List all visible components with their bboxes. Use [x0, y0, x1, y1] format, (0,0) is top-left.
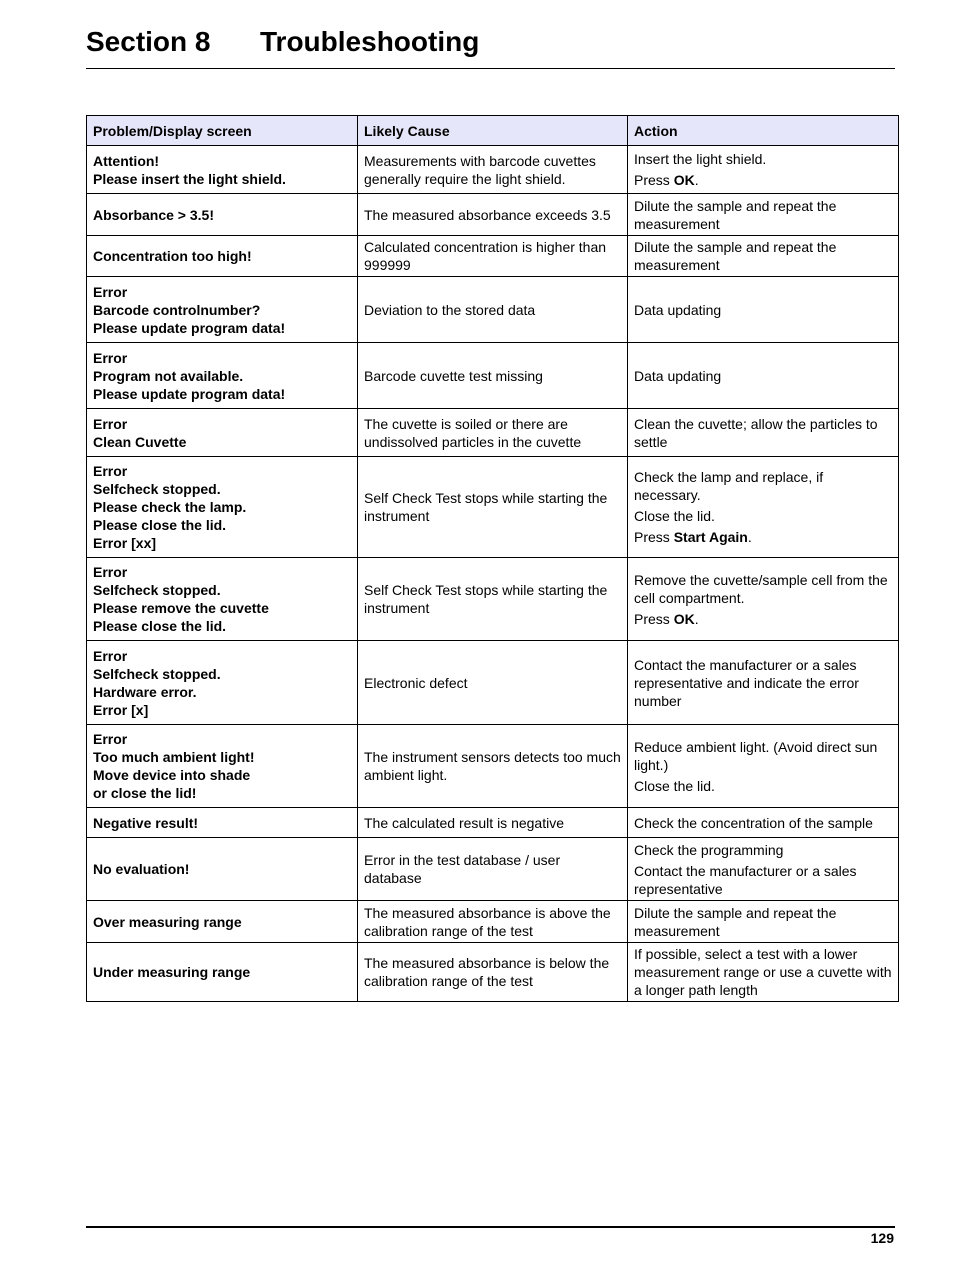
action-cell — [628, 943, 899, 1002]
problem-line: Negative result! — [93, 814, 199, 831]
action-text: Reduce ambient light. (Avoid direct sun light.) — [634, 738, 878, 773]
action-paragraph — [634, 238, 892, 274]
table-body — [87, 146, 899, 1002]
problem-line: Error — [93, 731, 128, 747]
page-number: 129 — [870, 1230, 894, 1246]
problem-line: Error — [93, 283, 128, 300]
action-paragraph — [634, 656, 892, 710]
problem-line: or close the lid! — [93, 785, 197, 801]
action-paragraph — [634, 197, 892, 233]
action-text-suffix: . — [694, 172, 699, 188]
action-text: Check the concentration of the sample — [634, 814, 873, 831]
action-paragraph — [634, 367, 892, 385]
action-cell — [628, 725, 899, 808]
column-header-action: Action — [628, 116, 899, 146]
problem-cell — [87, 641, 358, 725]
cause-cell: Calculated concentration is higher than 999999 — [358, 236, 628, 277]
problem-cell — [87, 457, 358, 558]
problem-line: Attention! — [93, 152, 160, 169]
table-row — [87, 943, 899, 1002]
cause-cell: The cuvette is soiled or there are undissolved particles in the cuvette — [358, 409, 628, 457]
action-text: Press — [634, 172, 674, 188]
problem-line: Selfcheck stopped. — [93, 665, 221, 682]
problem-cell — [87, 146, 358, 194]
action-cell — [628, 457, 899, 558]
problem-line: Error — [93, 349, 128, 366]
action-paragraph — [634, 814, 892, 832]
action-text: Dilute the sample and repeat the measurement — [634, 904, 837, 939]
problem-line: Error — [93, 564, 128, 580]
table-row — [87, 725, 899, 808]
action-keyword: Start Again — [673, 529, 748, 545]
action-text: Remove the cuvette/sample cell from the cell compartment. — [634, 571, 888, 606]
table-row — [87, 838, 899, 901]
problem-line: Selfcheck stopped. — [93, 582, 221, 598]
action-text: Dilute the sample and repeat the measurement — [634, 197, 837, 232]
problem-line: Absorbance > 3.5! — [93, 206, 214, 223]
problem-line: Error — [93, 463, 128, 479]
action-paragraph — [634, 468, 892, 504]
action-text: If possible, select a test with a lower measurement range or use a cuvette with a longer path length — [634, 946, 892, 998]
problem-line: Error — [93, 647, 128, 664]
cause-cell: The calculated result is negative — [358, 808, 628, 838]
action-paragraph — [634, 507, 892, 525]
problem-line: Over measuring range — [93, 913, 242, 930]
section-number: Section 8 — [86, 26, 211, 57]
table-row — [87, 194, 899, 236]
action-paragraph — [634, 171, 892, 189]
action-text: Press — [634, 529, 674, 545]
cause-cell: Self Check Test stops while starting the instrument — [358, 457, 628, 558]
action-paragraph — [634, 904, 892, 940]
action-text: Contact the manufacturer or a sales representative — [634, 862, 857, 897]
action-text: Data updating — [634, 367, 722, 384]
cause-cell: The measured absorbance is below the calibration range of the test — [358, 943, 628, 1002]
action-cell — [628, 194, 899, 236]
action-cell — [628, 409, 899, 457]
action-text: Close the lid. — [634, 508, 715, 524]
table-row — [87, 409, 899, 457]
table-row — [87, 277, 899, 343]
problem-line: Program not available. — [93, 367, 244, 384]
action-text: Check the programming — [634, 841, 784, 858]
action-text: Contact the manufacturer or a sales representative and indicate the error number — [634, 656, 859, 709]
action-cell — [628, 236, 899, 277]
action-cell — [628, 808, 899, 838]
action-cell — [628, 558, 899, 641]
action-text-suffix: . — [694, 610, 699, 627]
action-cell — [628, 146, 899, 194]
action-paragraph — [634, 301, 892, 319]
header-divider — [86, 68, 895, 69]
problem-line: Error [xx] — [93, 535, 157, 551]
footer-divider — [86, 1226, 895, 1228]
action-text: Check the lamp and replace, if necessary. — [634, 469, 824, 503]
table-row — [87, 808, 899, 838]
action-cell — [628, 901, 899, 943]
action-text: Insert the light shield. — [634, 151, 767, 167]
problem-cell — [87, 236, 358, 277]
cause-cell: Measurements with barcode cuvettes generally require the light shield. — [358, 146, 628, 194]
table-row — [87, 558, 899, 641]
problem-line: Move device into shade — [93, 767, 251, 783]
problem-line: Please update program data! — [93, 319, 286, 336]
action-paragraph — [634, 841, 892, 859]
action-paragraph — [634, 415, 892, 451]
action-paragraph — [634, 862, 892, 898]
troubleshooting-table — [86, 115, 899, 1002]
action-text-suffix: . — [747, 529, 752, 545]
problem-line: Please remove the cuvette — [93, 600, 269, 616]
table-row — [87, 901, 899, 943]
action-keyword: OK — [673, 172, 695, 188]
action-text: Press — [634, 610, 674, 627]
problem-line: Error — [93, 415, 128, 432]
cause-cell: The measured absorbance is above the calibration range of the test — [358, 901, 628, 943]
problem-line: Barcode controlnumber? — [93, 301, 261, 318]
cause-cell: Deviation to the stored data — [358, 277, 628, 343]
action-text: Clean the cuvette; allow the particles to settle — [634, 415, 878, 450]
action-text: Dilute the sample and repeat the measurement — [634, 239, 837, 273]
problem-cell — [87, 558, 358, 641]
problem-line: Please close the lid. — [93, 618, 227, 634]
problem-line: Please check the lamp. — [93, 499, 247, 515]
problem-line: Concentration too high! — [93, 248, 252, 264]
action-cell — [628, 343, 899, 409]
problem-cell — [87, 943, 358, 1002]
cause-cell: The instrument sensors detects too much ambient light. — [358, 725, 628, 808]
problem-cell — [87, 277, 358, 343]
problem-line: Too much ambient light! — [93, 749, 255, 765]
action-paragraph — [634, 738, 892, 774]
action-paragraph — [634, 150, 892, 168]
problem-cell — [87, 901, 358, 943]
problem-line: Please insert the light shield. — [93, 170, 286, 187]
problem-line: Please close the lid. — [93, 517, 227, 533]
action-text: Close the lid. — [634, 777, 715, 794]
problem-line: Clean Cuvette — [93, 433, 187, 450]
table-row — [87, 641, 899, 725]
problem-line: Hardware error. — [93, 683, 197, 700]
cause-cell: Barcode cuvette test missing — [358, 343, 628, 409]
problem-cell — [87, 194, 358, 236]
column-header-cause: Likely Cause — [358, 116, 628, 146]
cause-cell: The measured absorbance exceeds 3.5 — [358, 194, 628, 236]
problem-line: Error [x] — [93, 701, 149, 718]
column-header-problem: Problem/Display screen — [87, 116, 358, 146]
action-cell — [628, 277, 899, 343]
action-keyword: OK — [673, 610, 695, 627]
problem-line: No evaluation! — [93, 861, 190, 877]
problem-cell — [87, 838, 358, 901]
table-row — [87, 236, 899, 277]
table-row — [87, 146, 899, 194]
action-paragraph — [634, 945, 892, 999]
action-paragraph — [634, 528, 892, 546]
section-title: Troubleshooting — [260, 26, 480, 57]
problem-cell — [87, 725, 358, 808]
section-header — [86, 22, 894, 62]
cause-cell: Electronic defect — [358, 641, 628, 725]
table-row — [87, 457, 899, 558]
table-row — [87, 343, 899, 409]
cause-cell: Self Check Test stops while starting the instrument — [358, 558, 628, 641]
action-paragraph — [634, 777, 892, 795]
problem-cell — [87, 409, 358, 457]
problem-line: Please update program data! — [93, 385, 286, 402]
action-paragraph — [634, 610, 892, 628]
cause-cell: Error in the test database / user database — [358, 838, 628, 901]
problem-line: Under measuring range — [93, 964, 251, 980]
problem-cell — [87, 343, 358, 409]
action-cell — [628, 641, 899, 725]
action-text: Data updating — [634, 301, 722, 318]
action-paragraph — [634, 571, 892, 607]
action-cell — [628, 838, 899, 901]
problem-cell — [87, 808, 358, 838]
problem-line: Selfcheck stopped. — [93, 481, 221, 497]
table-header-row — [87, 116, 899, 146]
